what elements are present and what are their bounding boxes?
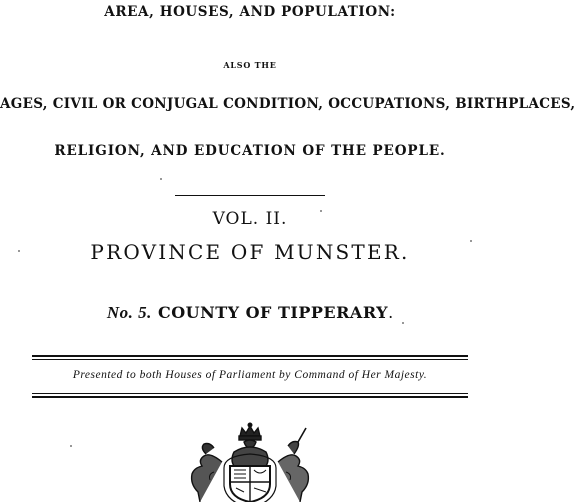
presented-statement: Presented to both Houses of Parliament by Command of Her Majesty. xyxy=(72,369,428,381)
volume-label: VOL. II. xyxy=(212,209,288,229)
paper-speck xyxy=(70,445,72,447)
paper-speck xyxy=(402,322,404,324)
paper-speck xyxy=(470,240,472,242)
upper-thin-rule xyxy=(32,359,468,360)
paper-speck xyxy=(18,250,20,252)
county-title xyxy=(0,303,500,323)
paper-speck xyxy=(160,178,162,180)
upper-thick-rule xyxy=(32,355,468,357)
province-title: PROVINCE OF MUNSTER. xyxy=(90,240,410,264)
lower-thin-rule xyxy=(32,393,468,394)
lower-thick-rule xyxy=(32,396,468,398)
trailing-dots: . xyxy=(388,303,394,322)
county-name: COUNTY OF TIPPERARY xyxy=(157,303,389,322)
paper-speck xyxy=(320,210,322,212)
title-line-ages-occupations: AGES, CIVIL OR CONJUGAL CONDITION, OCCUPATIONS, BIRTHPLACES, xyxy=(0,96,575,112)
short-divider-rule xyxy=(175,195,325,196)
county-number-label: No. 5. xyxy=(106,303,152,322)
title-line-area-houses-population: AREA, HOUSES, AND POPULATION: xyxy=(104,3,396,21)
title-line-also-the: ALSO THE xyxy=(223,60,277,70)
royal-coat-of-arms-icon xyxy=(170,422,330,502)
title-line-religion-education: RELIGION, AND EDUCATION OF THE PEOPLE. xyxy=(54,143,446,159)
